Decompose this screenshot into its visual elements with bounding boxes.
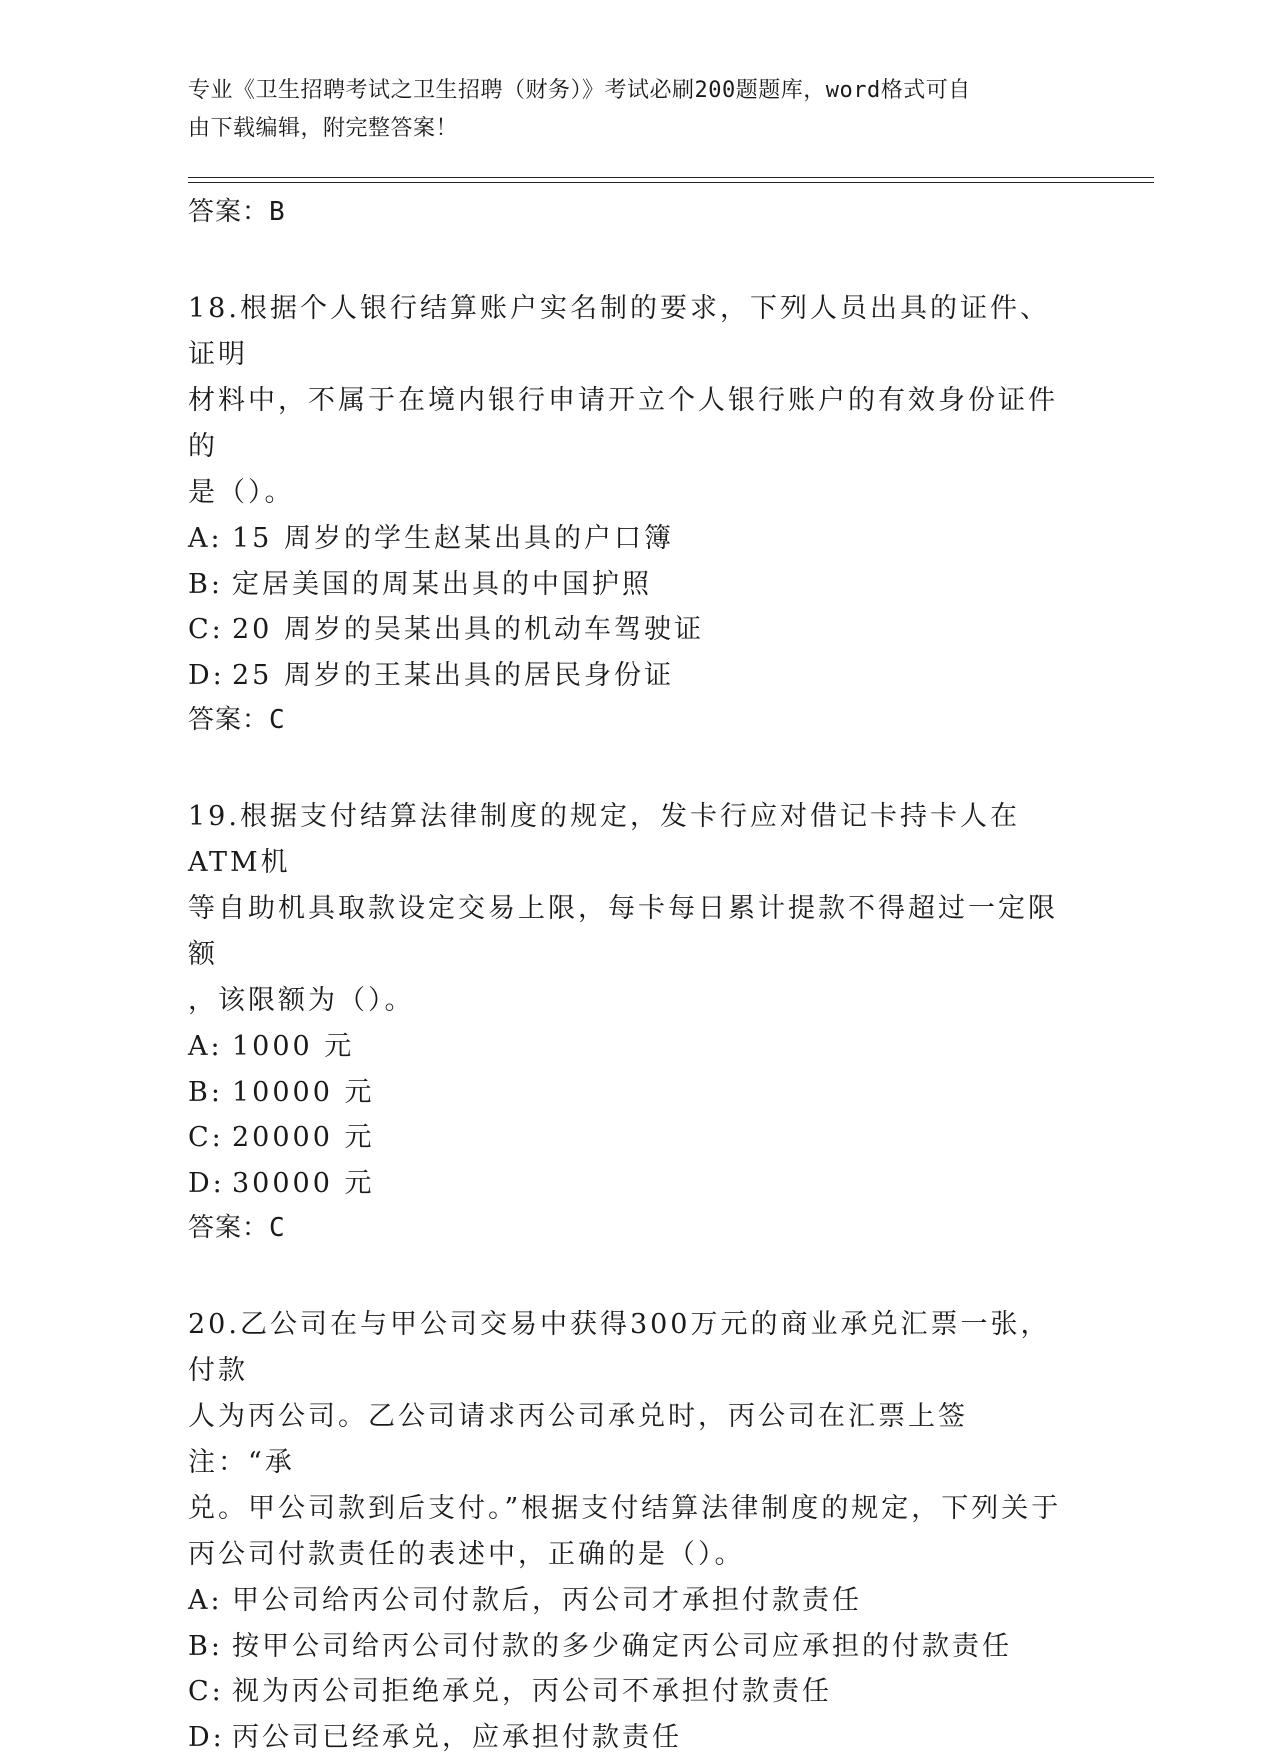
option-letter: A: — [188, 516, 232, 562]
option-c — [188, 1669, 1088, 1715]
question-stem — [188, 286, 1068, 516]
previous-answer: 答案：B — [188, 190, 1088, 234]
page-header — [188, 72, 1068, 148]
option-b — [188, 1624, 1088, 1670]
option-text: 丙公司已经承兑，应承担付款责任 — [232, 1722, 682, 1753]
option-letter: C: — [188, 607, 232, 653]
stem-line: ，该限额为（）。 — [188, 978, 1068, 1024]
stem-line: 20.乙公司在与甲公司交易中获得300万元的商业承兑汇票一张，付款 — [188, 1302, 1068, 1394]
header-divider-top — [188, 177, 1154, 178]
option-d — [188, 1161, 1088, 1207]
option-letter: A: — [188, 1578, 232, 1624]
option-text: 20000 元 — [232, 1122, 374, 1153]
option-a — [188, 1578, 1088, 1624]
option-b — [188, 562, 1088, 608]
header-line-1: 专业《卫生招聘考试之卫生招聘（财务）》考试必刷200题题库，word格式可自 — [188, 72, 1068, 110]
option-a — [188, 1024, 1088, 1070]
question-19 — [188, 794, 1088, 1250]
question-stem — [188, 794, 1068, 1024]
option-text: 30000 元 — [232, 1168, 374, 1199]
option-letter: B: — [188, 562, 232, 608]
stem-line: 材料中，不属于在境内银行申请开立个人银行账户的有效身份证件的 — [188, 378, 1068, 470]
question-20 — [188, 1302, 1088, 1760]
option-letter: B: — [188, 1070, 232, 1116]
option-c — [188, 1115, 1088, 1161]
answer-label: 答案：C — [188, 1206, 1088, 1250]
stem-line: 等自助机具取款设定交易上限，每卡每日累计提款不得超过一定限额 — [188, 886, 1068, 978]
option-a — [188, 516, 1088, 562]
question-18 — [188, 286, 1088, 742]
stem-line: 19.根据支付结算法律制度的规定，发卡行应对借记卡持卡人在ATM机 — [188, 794, 1068, 886]
option-text: 视为丙公司拒绝承兑，丙公司不承担付款责任 — [232, 1676, 832, 1707]
option-letter: D: — [188, 1161, 232, 1207]
option-d — [188, 653, 1088, 699]
answer-label: 答案：C — [188, 698, 1088, 742]
option-c — [188, 607, 1088, 653]
stem-line: 是（）。 — [188, 470, 1068, 516]
option-letter: D: — [188, 653, 232, 699]
option-text: 甲公司给丙公司付款后，丙公司才承担付款责任 — [232, 1585, 862, 1616]
option-letter: D: — [188, 1715, 232, 1760]
question-stem — [188, 1302, 1068, 1578]
stem-line: 丙公司付款责任的表述中，正确的是（）。 — [188, 1532, 1068, 1578]
stem-line: 18.根据个人银行结算账户实名制的要求，下列人员出具的证件、证明 — [188, 286, 1068, 378]
question-content — [188, 190, 1088, 1760]
stem-line: 人为丙公司。乙公司请求丙公司承兑时，丙公司在汇票上签注：“承 — [188, 1394, 1068, 1486]
header-divider-bottom — [188, 182, 1154, 183]
option-text: 1000 元 — [232, 1031, 354, 1062]
option-text: 10000 元 — [232, 1077, 374, 1108]
option-d — [188, 1715, 1088, 1760]
option-letter: C: — [188, 1115, 232, 1161]
stem-line: 兑。甲公司款到后支付。”根据支付结算法律制度的规定，下列关于 — [188, 1486, 1068, 1532]
header-line-2: 由下载编辑，附完整答案！ — [188, 110, 1068, 148]
option-text: 按甲公司给丙公司付款的多少确定丙公司应承担的付款责任 — [232, 1631, 1012, 1662]
option-text: 定居美国的周某出具的中国护照 — [232, 569, 652, 600]
option-letter: B: — [188, 1624, 232, 1670]
option-b — [188, 1070, 1088, 1116]
option-letter: A: — [188, 1024, 232, 1070]
option-letter: C: — [188, 1669, 232, 1715]
option-text: 25 周岁的王某出具的居民身份证 — [232, 660, 674, 691]
option-text: 15 周岁的学生赵某出具的户口簿 — [232, 523, 674, 554]
option-text: 20 周岁的吴某出具的机动车驾驶证 — [232, 614, 704, 645]
